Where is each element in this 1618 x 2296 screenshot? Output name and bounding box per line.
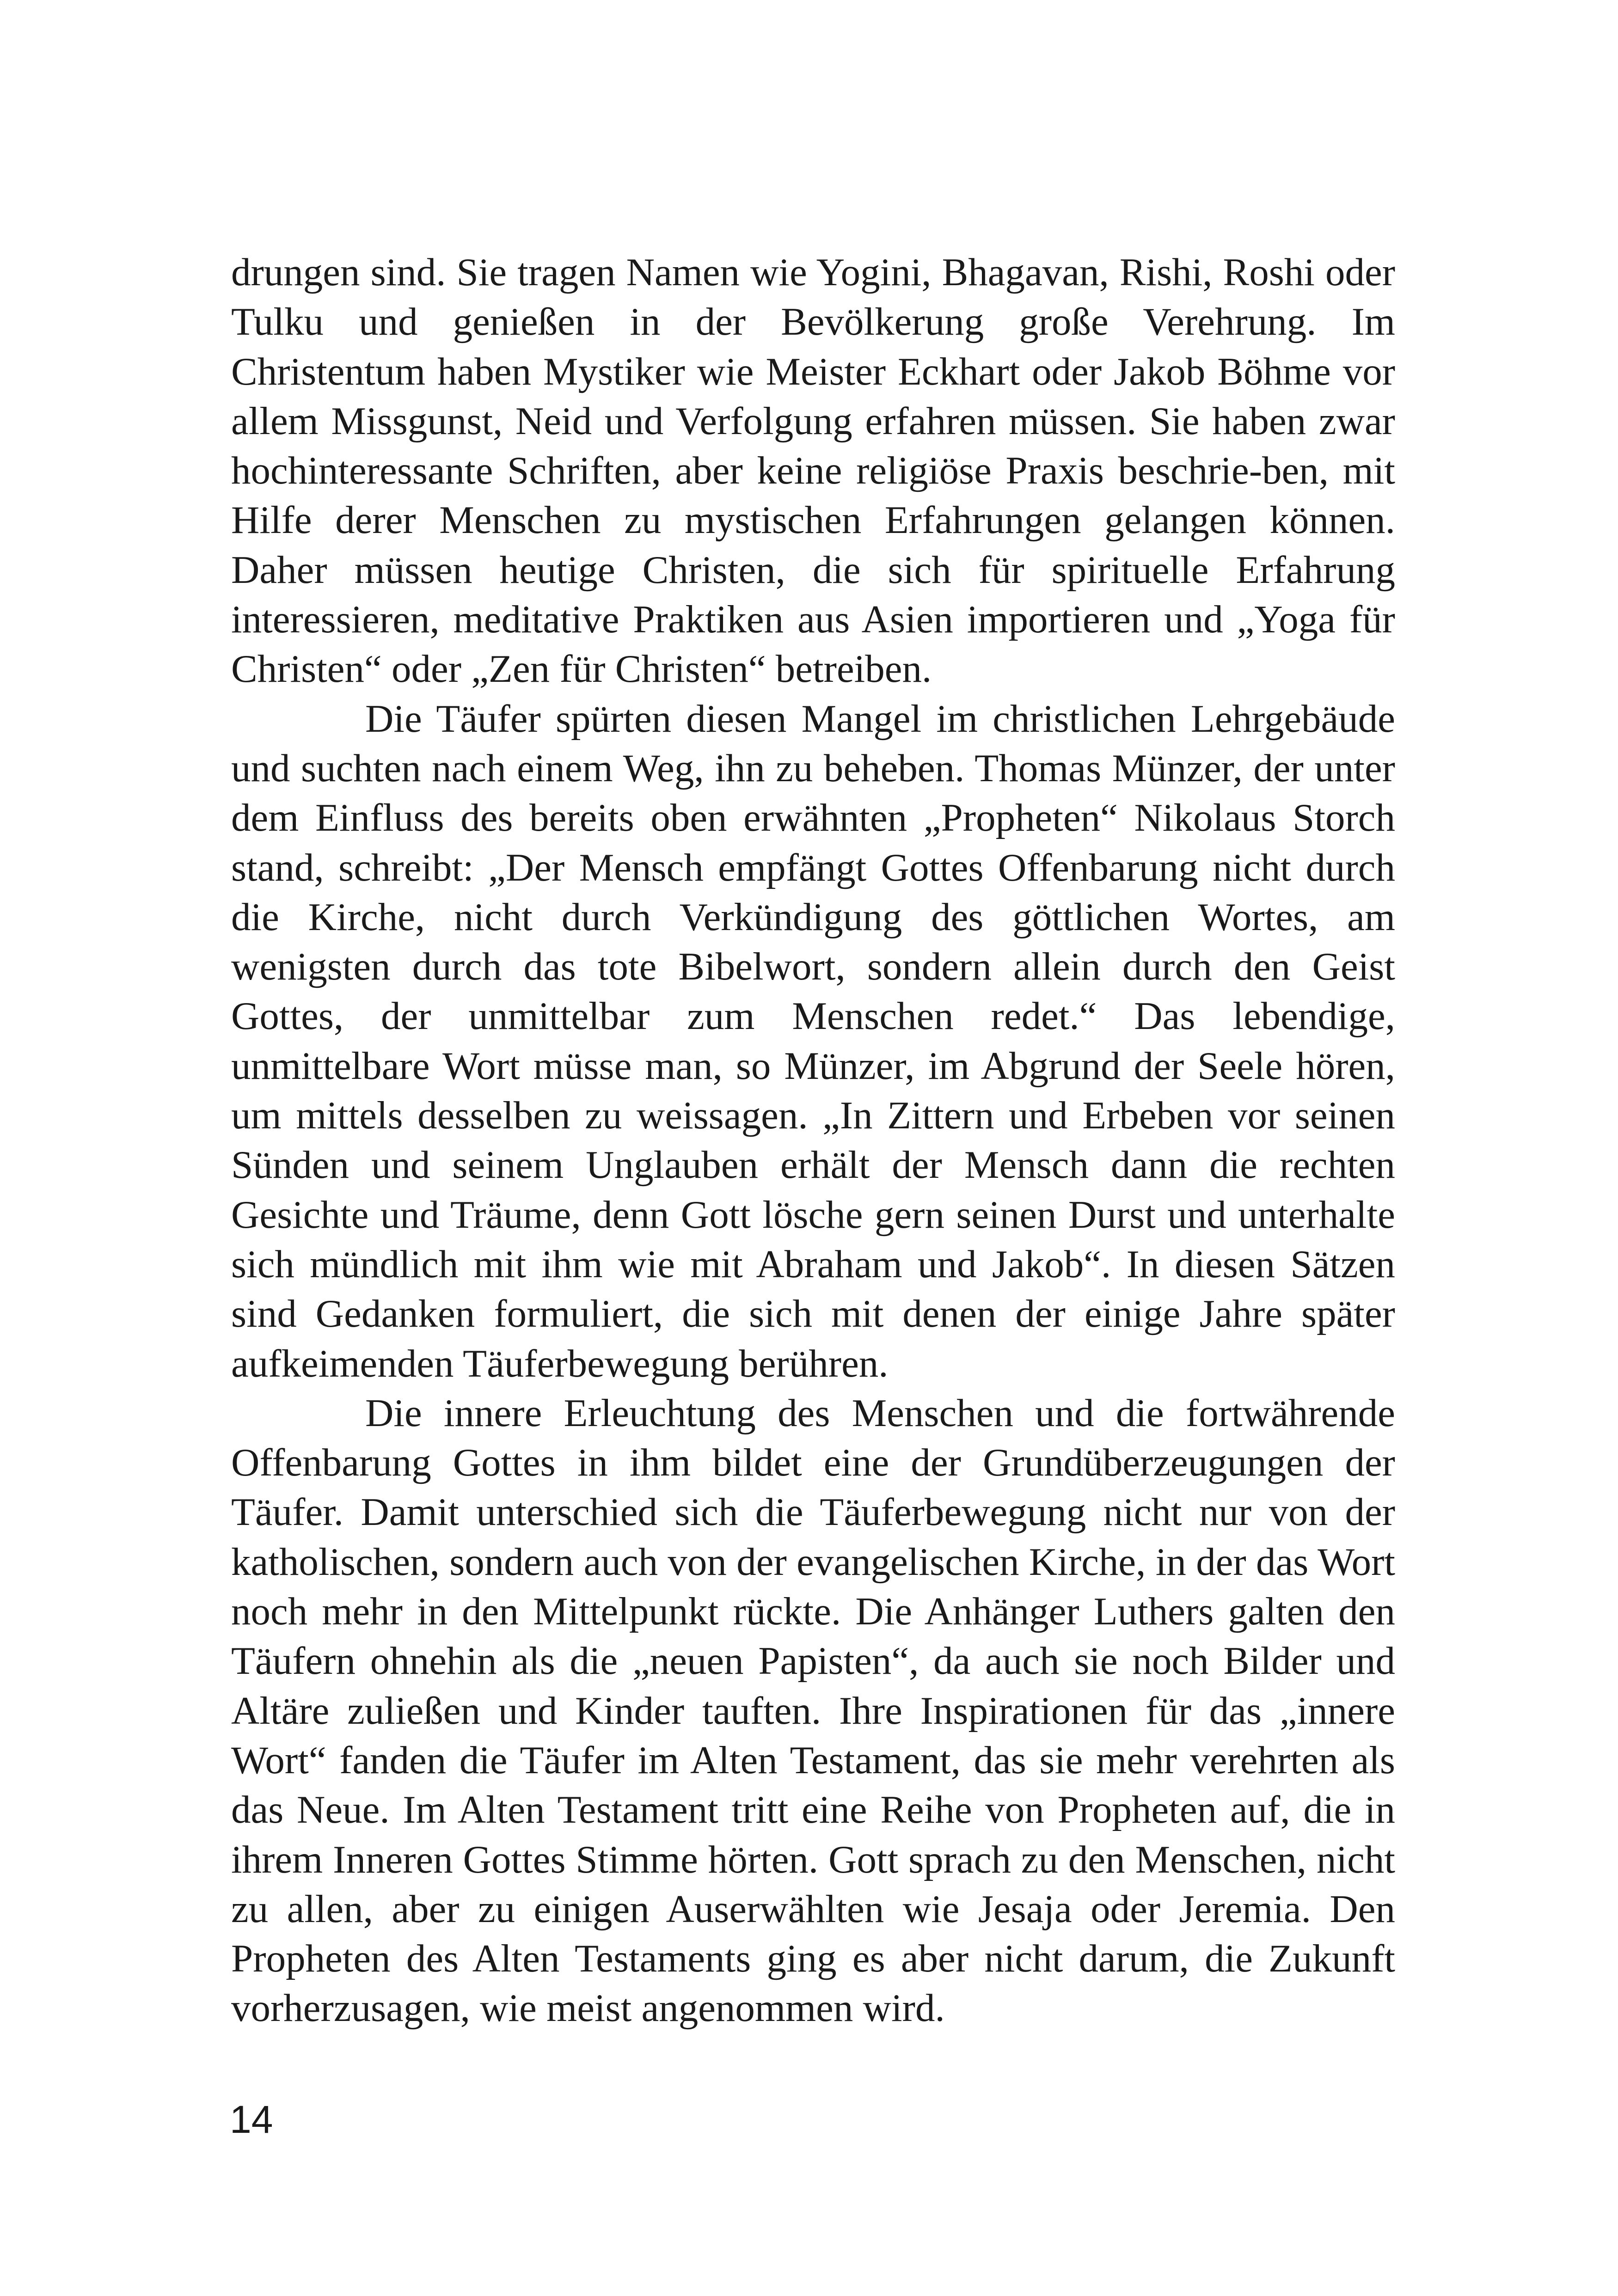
paragraph-continued: drungen sind. Sie tragen Namen wie Yogini, Bhagavan, Rishi, Roshi oder Tulku und genießen in der Bevölkerung große Verehrung. Im Christentum haben Mystiker wie Meister Eckhart oder Jakob Böhme vor allem Missgunst, Neid und Verfolgung erfahren müssen. Sie haben zwar hochinteressante Schriften, aber keine religiöse Praxis beschrie-ben, mit Hilfe derer Menschen zu mystischen Erfahrungen gelangen können. Daher müssen heutige Christen, die sich für spirituelle Erfahrung interessieren, meditative Praktiken aus Asien importieren und „Yoga für Christen“ oder „Zen für Christen“ betreiben. <box>231 251 1395 691</box>
body-text <box>231 248 1395 2033</box>
paragraph-innere-erleuchtung: Die innere Erleuchtung des Menschen und die fortwährende Offenbarung Gottes in ihm bildet eine der Grundüberzeugungen der Täufer. Damit unterschied sich die Täuferbewegung nicht nur von der katholischen, sondern auch von der evangelischen Kirche, in der das Wort noch mehr in den Mittelpunkt rückte. Die Anhänger Luthers galten den Täufern ohnehin als die „neuen Papisten“, da auch sie noch Bilder und Altäre zuließen und Kinder tauften. Ihre Inspirationen für das „innere Wort“ fanden die Täufer im Alten Testament, das sie mehr verehrten als das Neue. Im Alten Testament tritt eine Reihe von Propheten auf, die in ihrem Inneren Gottes Stimme hörten. Gott sprach zu den Menschen, nicht zu allen, aber zu einigen Auserwählten wie Jesaja oder Jeremia. Den Propheten des Alten Testaments ging es aber nicht darum, die Zukunft vorherzusagen, wie meist angenommen wird. <box>231 1391 1395 2030</box>
page-number: 14 <box>230 2098 273 2141</box>
paragraph-taeufer-mangel: Die Täufer spürten diesen Mangel im christlichen Lehrgebäude und suchten nach einem Weg, ihn zu beheben. Thomas Münzer, der unter dem Einfluss des bereits oben erwähnten „Propheten“ Nikolaus Storch stand, schreibt: „Der Mensch empfängt Gottes Offenbarung nicht durch die Kirche, nicht durch Verkündigung des göttlichen Wortes, am wenigsten durch das tote Bibelwort, sondern allein durch den Geist Gottes, der unmittelbar zum Menschen redet.“ Das lebendige, unmittelbare Wort müsse man, so Münzer, im Abgrund der Seele hören, um mittels desselben zu weissagen. „In Zittern und Erbeben vor seinen Sünden und seinem Unglauben erhält der Mensch dann die rechten Gesichte und Träume, denn Gott lösche gern seinen Durst und unterhalte sich mündlich mit ihm wie mit Abraham und Jakob“. In diesen Sätzen sind Gedanken formuliert, die sich mit denen der einige Jahre später aufkeimenden Täuferbewegung berühren. <box>231 697 1395 1385</box>
